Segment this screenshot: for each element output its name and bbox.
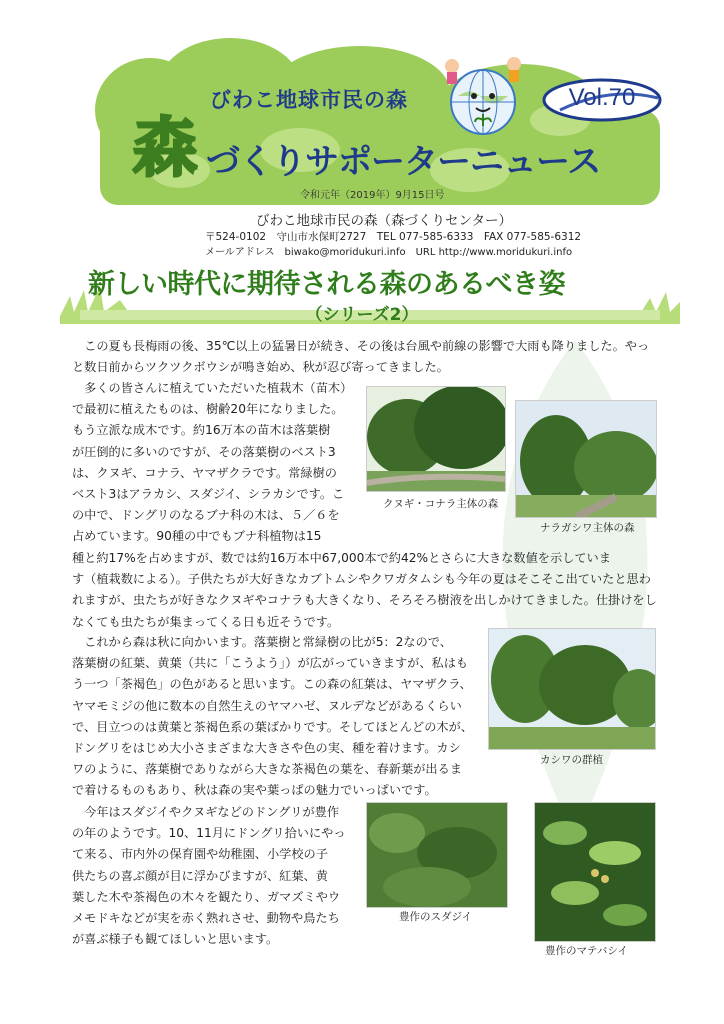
text-line: ベスト3はアラカシ、スダジイ、シラカシです。こ	[72, 487, 345, 502]
text-line: ヤマモミジの他に数本の自然生えのヤマハゼ、ヌルデなどがあるくらい	[72, 698, 462, 713]
text-line: す（植栽数による）。子供たちが大好きなカブトムシやクワガタムシも今年の夏はそこそこ出ていたと思わ	[72, 572, 651, 587]
text-line: なくても虫たちが集まってくる日も近そうです。	[72, 614, 340, 629]
text-line: もう立派な成木です。約16万本の苗木は落葉樹	[72, 423, 331, 438]
caption-photo-2: ナラガシワ主体の森	[540, 522, 635, 534]
article-series: （シリーズ2）	[305, 305, 419, 325]
photo-kashiwa-group	[488, 628, 656, 750]
volume-badge	[540, 76, 664, 124]
paragraph-1-narrow	[72, 378, 372, 548]
text-line: が喜ぶ様子も観てほしいと思います。	[72, 932, 279, 947]
caption-photo-3: カシワの群植	[540, 754, 603, 766]
globe-mascot-icon	[442, 56, 524, 138]
paragraph-1-wide	[72, 548, 662, 633]
text-line: が圧倒的に多いのですが、その落葉樹のベスト3	[72, 444, 336, 459]
paragraph-3	[72, 802, 362, 950]
text-line: て来る、市内外の保育園や幼稚園、小学校の子	[72, 847, 328, 862]
text-line: の中で、ドングリのなるブナ科の木は、５／６を	[72, 508, 340, 523]
newsletter-title: づくりサポーターニュース	[206, 142, 601, 182]
photo-naragashiwa-forest	[515, 400, 657, 518]
text-line: 供たちの喜ぶ顔が目に浮かびますが、紅葉、黄	[72, 868, 328, 883]
photo-sudajii	[366, 802, 508, 908]
text-line: の年のようです。10、11月にドングリ拾いにやっ	[72, 826, 346, 841]
caption-photo-4: 豊作のスダジイ	[399, 911, 472, 923]
text-line: 今年はスダジイやクヌギなどのドングリが豊作	[72, 805, 340, 819]
text-line: は、クヌギ、コナラ、ヤマザクラです。常緑樹の	[72, 465, 337, 480]
text-line: 葉した木や茶褐色の木々を観たり、ガマズミやウ	[72, 889, 341, 904]
text-line: で最初に植えたものは、樹齢20年になりました。	[72, 402, 344, 417]
org-name: びわこ地球市民の森	[210, 88, 408, 112]
text-line: れますが、虫たちが好きなクヌギやコナラも大きくなり、そろそろ樹液を出しかけてきました。仕掛けをし	[72, 593, 657, 608]
text-line: 占めています。90種の中でもブナ科植物は15	[72, 529, 322, 544]
text-line: と数日前からツクツクボウシが鳴き始め、秋が忍び寄ってきました。	[72, 360, 449, 375]
text-line: メモドキなどが実を赤く熟れさせ、動物や鳥たち	[72, 911, 340, 926]
text-line: 多くの皆さんに植えていただいた植栽木（苗木）	[72, 381, 353, 395]
issue-date: 令和元年（2019年）9月15日号	[300, 190, 445, 201]
text-line: 落葉樹の紅葉、黄葉（共に「こうよう」）が広がっていきますが、私はも	[72, 656, 469, 671]
caption-photo-1: クヌギ・コナラ主体の森	[383, 498, 499, 510]
text-line: 種と約17%を占めますが、数では約16万本中67,000本で約42%とさらに大きな数値を示していま	[72, 551, 611, 565]
text-line: ドングリをはじめ大小さまざまな大きさや色の実、種を着けます。カシ	[72, 741, 461, 756]
article-headline: 新しい時代に期待される森のあるべき姿	[88, 269, 565, 300]
text-line: この夏も長梅雨の後、35℃以上の猛暑日が続き、その後は台風や前線の影響で大雨も降りました。やっ	[72, 339, 650, 353]
paragraph-2	[72, 632, 482, 802]
mori-character: 森	[133, 112, 197, 186]
text-line: これから森は秋に向かいます。落葉樹と常緑樹の比が5：2なので、	[72, 635, 452, 649]
publisher-name: びわこ地球市民の森（森づくりセンター）	[256, 213, 512, 229]
text-line: ワのように、落葉樹でありながら大きな茶褐色の葉を、春新葉が出るま	[72, 762, 462, 777]
publisher-address: 〒524-0102 守山市水保町2727 TEL 077-585-6333 FAX 077-585-6312	[205, 231, 582, 243]
caption-photo-5: 豊作のマテバシイ	[545, 945, 628, 957]
intro-paragraph	[72, 336, 662, 378]
volume-number: Vol.70	[568, 84, 636, 111]
photo-kunugi-konara-forest	[366, 386, 506, 492]
publisher-contact: メールアドレス biwako@moridukuri.info URL http://www.moridukuri.info	[205, 247, 573, 258]
text-line: で着けるものもあり、秋は森の実や葉っぱの魅力でいっぱいです。	[72, 783, 437, 798]
photo-matebashii	[534, 802, 656, 942]
text-line: で、目立つのは黄葉と茶褐色系の葉ばかりです。そしてほとんどの木が、	[72, 719, 473, 734]
text-line: う一つ「茶褐色」の色があると思います。この森の紅葉は、ヤマザクラ、	[72, 677, 472, 692]
